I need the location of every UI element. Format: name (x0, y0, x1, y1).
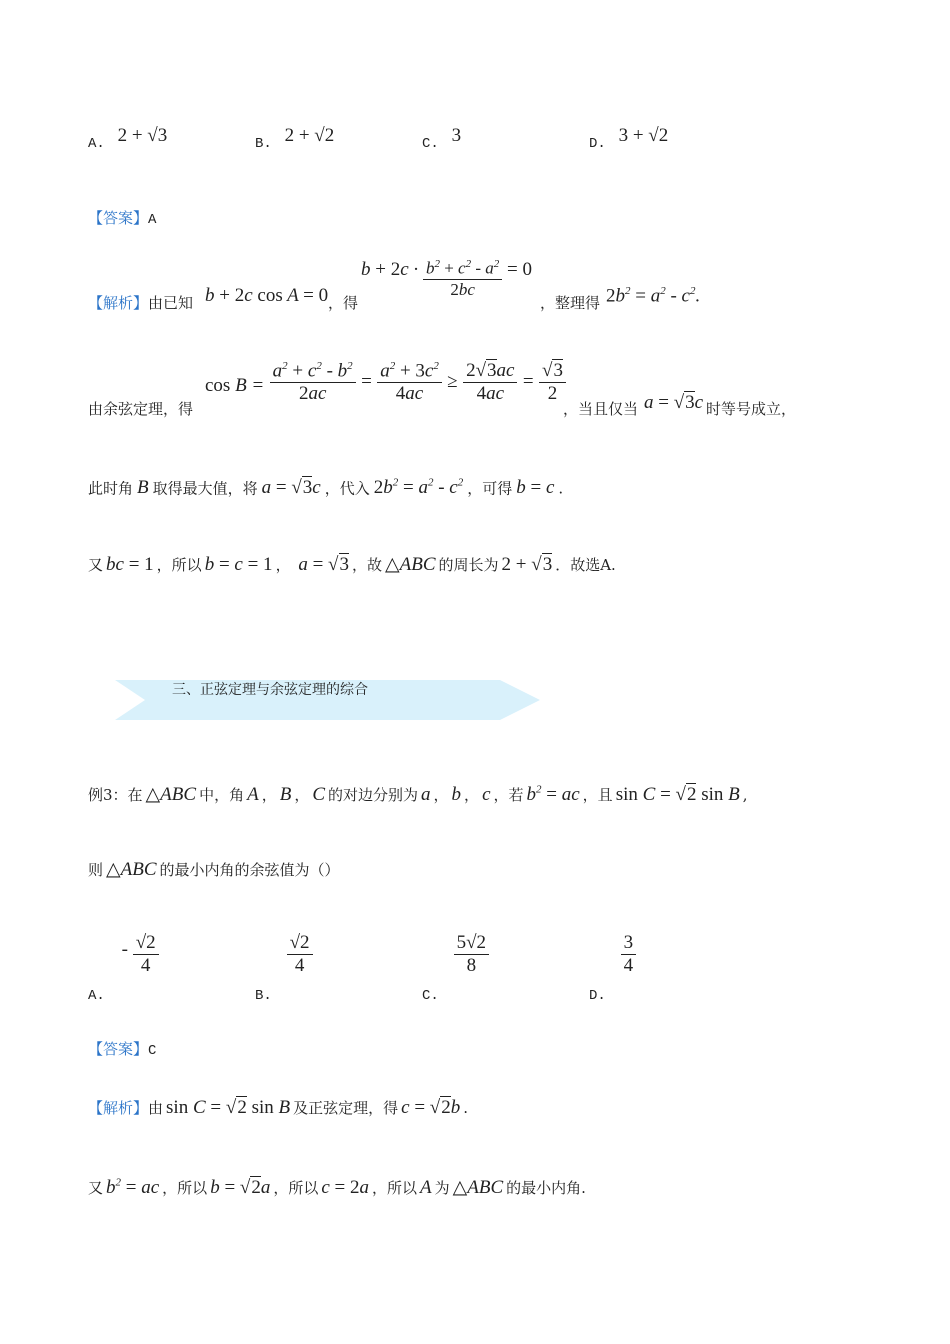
ex3-sol-text-4: ，所以 (162, 1179, 208, 1197)
analysis-text-1a: 由已知 (148, 294, 194, 312)
analysis-text-4b: ，所以 (156, 556, 202, 574)
ex3-option-c-label: C. (422, 987, 439, 1004)
option-d (589, 125, 669, 153)
ex3-analysis-tag: 【解析】 (88, 1099, 149, 1117)
ex3-option-a-label: A. (88, 987, 105, 1004)
ex3-option-b-den: 4 (294, 955, 305, 976)
example3-text-6: 的最小内角的余弦值为（） (159, 861, 340, 879)
analysis-line-3: 此时角 B 取得最大值，将 a = √3c ，代入 $2b^2 = a^2 - c^2$ ，可得 b = c . (88, 477, 564, 499)
ex3-option-c (422, 932, 489, 1004)
ex3-sol-text-8: 的最小内角. (506, 1179, 586, 1197)
equation-equality: a = √3c (644, 392, 704, 413)
answer-line (88, 207, 156, 228)
ex3-answer-tag: 【答案】 (88, 1040, 149, 1058)
analysis-line-1 (88, 258, 193, 318)
ex3-option-a-den: 4 (140, 955, 151, 976)
ex3-option-d-num: 3 (621, 932, 637, 955)
analysis-line-4: 又 bc = 1 ，所以 b = c = 1 ， a = √3 ，故 △ABC 的周长为 2 + √3 ．故选A. (88, 554, 616, 575)
ex3-option-a-sign: - (121, 938, 128, 960)
analysis-text-4d: 的周长为 (438, 556, 499, 574)
answer-tag: 【答案】 (88, 209, 149, 227)
example3-lead: 例3：在 (88, 786, 143, 804)
analysis-text-4a: 又 (88, 556, 104, 574)
ex3-option-b (255, 932, 313, 1004)
analysis-text-3d: ，可得 (467, 479, 513, 498)
equation-given: b + 2c cos A = 0 (205, 285, 329, 306)
ex3-sol-text-2: 及正弦定理，得 (293, 1099, 399, 1117)
ex3-answer-value: C (148, 1043, 157, 1059)
equation-simplified: $2b^2 = a^2 - c^2$. (606, 285, 701, 307)
analysis-text-3c: ，代入 (324, 479, 370, 498)
analysis-text-1b: ，得 (328, 294, 359, 312)
ex3-option-c-num: 5√2 (454, 932, 489, 955)
example3-text-2: 的对边分别为 (328, 786, 419, 804)
option-c-label: C. (422, 136, 439, 152)
analysis-tag: 【解析】 (88, 294, 149, 312)
option-d-expr: 3 + √2 (618, 125, 669, 146)
ex3-sol-text-7: 为 (434, 1179, 450, 1197)
example3-text-5: 则 (88, 861, 104, 879)
ex3-analysis-line-2: 又 $b^2$ = ac ，所以 b = √2a ，所以 c = 2a ，所以 A 为 △ABC 的最小内角. (88, 1176, 586, 1198)
ex3-analysis-line-1: 【解析】由 sin C = √2 sin B 及正弦定理，得 c = √2b . (88, 1097, 468, 1118)
equation-cosine-law: cos B = $\frac{a^2 + c^2 - b^2}{2ac}$ = $\frac{a^2 + 3c^2}{4ac}$ ≥ $\frac{2√3ac}{4ac}$ = $\frac{√3}{2}$ (205, 360, 566, 405)
option-a-expr: 2 + √3 (117, 125, 168, 146)
ex3-sol-text-3: 又 (88, 1179, 104, 1197)
analysis-text-4e: ．故选A. (555, 556, 616, 574)
ex3-option-b-label: B. (255, 987, 272, 1004)
option-c (422, 125, 462, 153)
example3-text-1: 中，角 (199, 786, 245, 804)
section-title: 三、正弦定理与余弦定理的综合 (172, 682, 368, 698)
ex3-option-d-den: 4 (623, 955, 634, 976)
ex3-option-c-den: 8 (466, 955, 477, 976)
analysis-text-3a: 此时角 (88, 479, 134, 498)
analysis-text-4c: ，故 (352, 556, 383, 574)
analysis-text-1c: ，整理得 (540, 294, 601, 312)
ex3-answer-line (88, 1038, 156, 1059)
ex3-option-b-num: √2 (287, 932, 313, 955)
example3-line-1: 例3：在 △ABC 中，角 A ， B ， C 的对边分别为 a ， b ， c ，若 $b^2$ = ac ，且 sin C = √2 sin B , (88, 783, 748, 805)
option-a (88, 125, 168, 153)
equation-substituted: b + 2c · $\frac{b^2 + c^2 - a^2}{2bc}$ = 0 (361, 258, 532, 299)
ex3-option-a (88, 932, 159, 1004)
ex3-option-d-label: D. (589, 987, 606, 1004)
ex3-option-a-num: √2 (133, 932, 159, 955)
option-b-label: B. (255, 136, 272, 152)
analysis-text-2a: 由余弦定理，得 (88, 400, 194, 418)
option-c-expr: 3 (451, 125, 462, 146)
ex3-sol-text-1: 由 (148, 1099, 164, 1117)
ex3-sol-text-6: ，所以 (372, 1179, 418, 1197)
option-d-label: D. (589, 136, 606, 152)
example3-line-2: 则 △ABC 的最小内角的余弦值为（） (88, 859, 340, 880)
example3-text-3: ，若 (493, 786, 524, 804)
answer-value: A (148, 212, 157, 228)
ex3-option-d (589, 932, 636, 1004)
analysis-text-2c: 时等号成立， (706, 400, 797, 418)
option-b (255, 125, 335, 153)
analysis-text-3b: 取得最大值，将 (152, 479, 258, 498)
analysis-text-2b: ，当且仅当 (563, 400, 639, 418)
option-a-label: A. (88, 136, 105, 152)
example3-text-4: ，且 (582, 786, 613, 804)
option-b-expr: 2 + √2 (284, 125, 335, 146)
ex3-sol-text-5: ，所以 (273, 1179, 319, 1197)
